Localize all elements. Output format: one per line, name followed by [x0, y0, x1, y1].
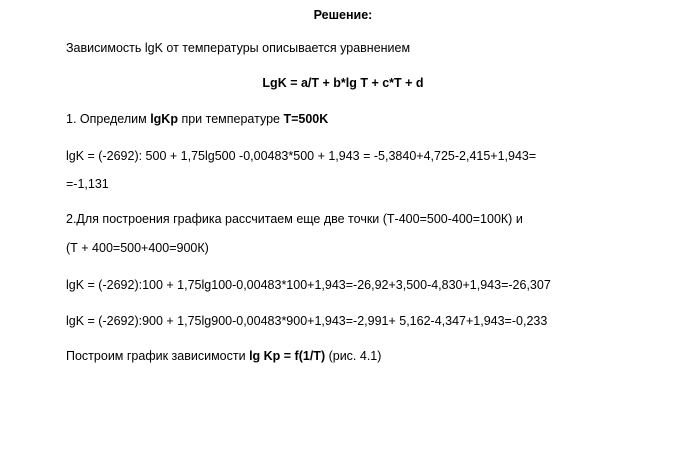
step1-text	[66, 111, 328, 127]
final-suffix: (рис. 4.1)	[325, 349, 382, 363]
step1-prefix: 1. Определим	[66, 112, 151, 126]
final-text	[66, 348, 381, 364]
calc2-line: lgK = (-2692):100 + 1,75lg100-0,00483*100+1,943=-26,92+3,500-4,830+1,943=-26,307	[66, 278, 551, 292]
step1-temperature: T=500K	[283, 112, 329, 126]
solution-heading: Решение:	[313, 8, 373, 22]
step2-line1: 2.Для построения графика рассчитаем еще две точки (Т-400=500-400=100К) и	[66, 212, 523, 226]
step1-middle: при температуре	[177, 112, 284, 126]
step2-line2: (Т + 400=500+400=900К)	[66, 241, 209, 255]
step1-term: lgKp	[150, 112, 178, 126]
final-formula: lg Kp = f(1/T)	[249, 349, 326, 363]
calc1-line1: lgK = (-2692): 500 + 1,75lg500 -0,00483*500 + 1,943 = -5,3840+4,725-2,415+1,943=	[66, 149, 537, 163]
intro-text: Зависимость lgK от температуры описывается уравнением	[66, 41, 411, 55]
calc1-line2: =-1,131	[66, 177, 109, 191]
calc3-line: lgK = (-2692):900 + 1,75lg900-0,00483*900+1,943=-2,991+ 5,162-4,347+1,943=-0,233	[66, 314, 548, 328]
equation: LgK = a/T + b*lg T + c*T + d	[262, 76, 424, 90]
final-prefix: Построим график зависимости	[66, 349, 250, 363]
